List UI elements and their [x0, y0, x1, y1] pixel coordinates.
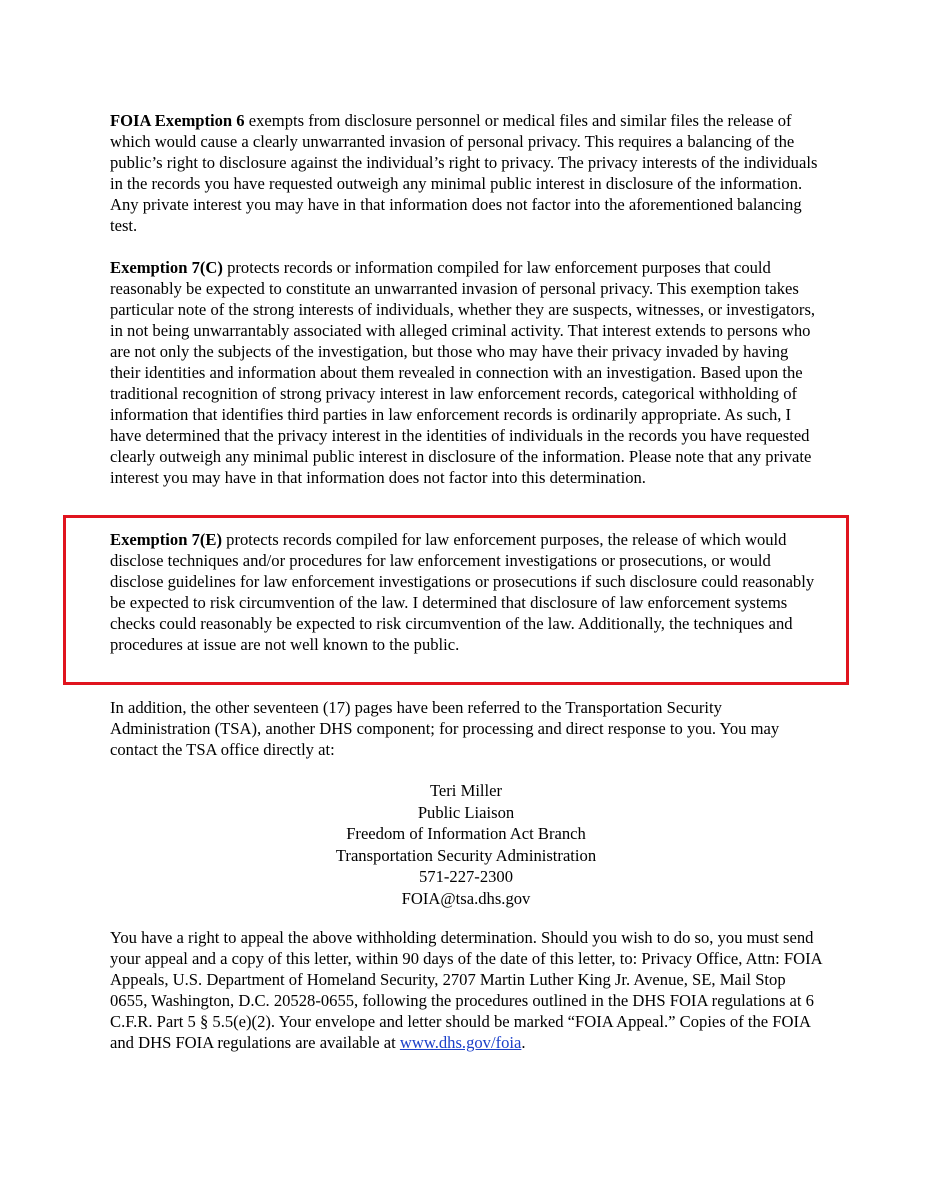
contact-branch: Freedom of Information Act Branch	[346, 824, 586, 843]
exemption-7e-body: protects records compiled for law enforcement purposes, the release of which would disclose techniques and/or procedures for law enforcement investigations or prosecutions, or would disclose guidelines for law enforcement investigations or prosecutions if such disclosure could reasonably be expected to risk circumvention of the law. I determined that disclosure of law enforcement systems checks could reasonably be expected to risk circumvention of the law. Additionally, the techniques and procedures at issue are not well known to the public.	[110, 530, 815, 654]
contact-name: Teri Miller	[429, 781, 503, 800]
contact-title: Public Liaison	[417, 802, 515, 822]
contact-agency: Transportation Security Administration	[335, 845, 597, 865]
referral-paragraph: In addition, the other seventeen (17) pages have been referred to the Transportation Security Administration (TSA), another DHS component; for processing and direct response to you. You may contact the TSA office directly at:	[110, 698, 780, 759]
exemption-7c-body: protects records or information compiled for law enforcement purposes that could reasonably be expected to constitute an unwarranted invasion of personal privacy. This exemption takes particular note of the strong interests of individuals, whether they are suspects, witnesses, or investigators, in not being unwarrantably associated with alleged criminal activity. That interest extends to persons who are not only the subjects of the investigation, but those who may have their privacy invaded by having their identities and information about them revealed in connection with an investigation. Based upon the traditional recognition of strong privacy interest in law enforcement records, categorical withholding of information that identifies third parties in law enforcement records is ordinarily appropriate. As such, I have determined that the privacy interest in the identities of individuals in the records you have requested clearly outweigh any minimal public interest in disclosure of the information. Please note that any private interest you may have in that information does not factor into this determination.	[110, 258, 816, 487]
dhs-foia-link[interactable]: www.dhs.gov/foia	[399, 1033, 522, 1052]
exemption-7c-heading: Exemption 7(C)	[110, 258, 223, 277]
exemption-6-heading: FOIA Exemption 6	[110, 111, 245, 130]
appeal-end: .	[521, 1033, 526, 1052]
contact-phone: 571-227-2300	[418, 867, 514, 886]
exemption-7c-paragraph	[110, 257, 822, 488]
exemption-7e-heading: Exemption 7(E)	[110, 530, 223, 549]
tsa-contact-block	[110, 780, 822, 909]
appeal-paragraph	[110, 927, 822, 1053]
exemption-6-paragraph	[110, 110, 822, 236]
appeal-body: You have a right to appeal the above withholding determination. Should you wish to do so, you must send your appeal and a copy of this letter, within 90 days of the date of this letter, to: Privacy Office, Attn: FOIA Appeals, U.S. Department of Homeland Security, 2707 Martin Luther King Jr. Avenue, SE, Mail Stop 0655, Washington, D.C. 20528-0655, following the procedures outlined in the DHS FOIA regulations at 6 C.F.R. Part 5 § 5.5(e)(2). Your envelope and letter should be marked “FOIA Appeal.” Copies of the FOIA and DHS FOIA regulations are available at	[110, 928, 822, 1052]
contact-email: FOIA@tsa.dhs.gov	[401, 888, 531, 908]
exemption-6-body: exempts from disclosure personnel or medical files and similar files the release of which would cause a clearly unwarranted invasion of personal privacy. This requires a balancing of the public’s right to disclosure against the individual’s right to privacy. The privacy interests of the individuals in the records you have requested outweigh any minimal public interest in disclosure of the information. Any private interest you may have in that information does not factor into the aforementioned balancing test.	[110, 111, 818, 235]
exemption-7e-paragraph	[110, 529, 822, 655]
